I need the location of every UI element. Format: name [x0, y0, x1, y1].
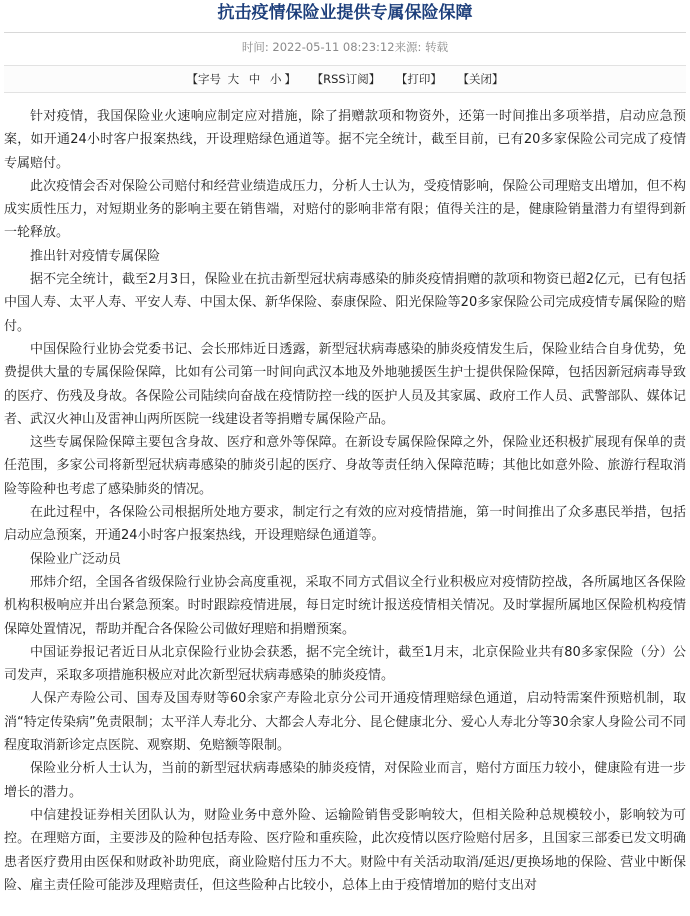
- paragraph: 针对疫情，我国保险业火速响应制定应对措施，除了捐赠款项和物资外，还第一时间推出多项举措，启动应急预案，如开通24小时客户报案热线，开设理赔绿色通道等。据不完全统计，截至目前，已有20多家保险公司完成了疫情专属赔付。: [4, 109, 686, 171]
- font-size-large-button[interactable]: 大: [227, 72, 240, 86]
- paragraph: 此次疫情会否对保险公司赔付和经营业绩造成压力，分析人士认为，受疫情影响，保险公司理赔支出增加，但不构成实质性压力，对短期业务的影响主要在销售端，对赔付的影响非常有限；值得关注的是，健康险销量潜力有望得到新一轮释放。: [4, 178, 686, 241]
- paragraph: 中国证券报记者近日从北京保险行业协会获悉，据不完全统计，截至1月末，北京保险业共有80多家保险（分）公司发声，采取多项措施积极应对此次新型冠状病毒感染的肺炎疫情。: [4, 644, 686, 684]
- paragraph: 中信建投证券相关团队认为，财险业务中意外险、运输险销售受影响较大，但相关险种总规模较小，影响较为可控。在理赔方面，主要涉及的险种包括寿险、医疗险和重疾险，此次疫情以医疗险赔付居多，且国家三部委已发文明确患者医疗费用由医保和财政补助兜底，商业险赔付压力不大。财险中有关活动取消/延迟/更换场地的保险、营业中断保险、雇主责任险可能涉及理赔责任，但这些险种占比较小，总体上由于疫情增加的赔付支出对: [4, 807, 686, 893]
- close-control: 【关闭】: [457, 72, 504, 86]
- source-value: 转载: [425, 40, 449, 54]
- rss-subscribe-link[interactable]: RSS订阅: [323, 72, 369, 86]
- section-heading: 推出针对疫情专属保险: [30, 248, 161, 264]
- font-size-label: 字号: [197, 72, 221, 86]
- article-body: [4, 105, 686, 897]
- article-meta: [4, 33, 686, 61]
- paragraph: 邢炜介绍，全国各省级保险行业协会高度重视，采取不同方式倡议全行业积极应对疫情防控战，各所属地区各保险机构积极响应并出台紧急预案。时时跟踪疫情进展，每日定时统计报送疫情相关情况。及时掌握所属地区保险机构疫情保障处置情况，帮助并配合各保险公司做好理赔和捐赠预案。: [4, 574, 686, 637]
- font-size-control: 【字号 大 中 小 】: [186, 72, 296, 86]
- font-size-medium-button[interactable]: 中: [248, 72, 261, 86]
- close-link[interactable]: 关闭: [469, 72, 493, 86]
- paragraph: 人保产寿险公司、国寿及国寿财等60余家产寿险北京分公司开通疫情理赔绿色通道，启动特需案件预赔机制，取消“特定传染病”免责限制；太平洋人寿北分、大都会人寿北分、昆仑健康北分、爱心人寿北分等30余家人身险公司不同程度取消新诊定点医院、观察期、免赔额等限制。: [4, 691, 686, 754]
- source-label: 来源:: [394, 40, 426, 54]
- font-size-small-button[interactable]: 小: [269, 72, 282, 86]
- print-link[interactable]: 打印: [407, 72, 431, 86]
- article-toolbar: [4, 65, 686, 93]
- paragraph: 在此过程中，各保险公司根据所处地方要求，制定行之有效的应对疫情措施，第一时间推出了众多惠民举措，包括启动应急预案，开通24小时客户报案热线，开设理赔绿色通道等。: [4, 505, 686, 544]
- section-heading: 保险业广泛动员: [30, 551, 122, 567]
- publish-time: 2022-05-11 08:23:12: [272, 40, 395, 54]
- paragraph: 这些专属保险保障主要包含身故、医疗和意外等保障。在新设专属保险保障之外，保险业还积极扩展现有保单的责任范围，多家公司将新型冠状病毒感染的肺炎引起的医疗、身故等责任纳入保障范畴；其他比如意外险、旅游行程取消险等险种也考虑了感染肺炎的情况。: [4, 435, 686, 497]
- paragraph: 据不完全统计，截至2月3日，保险业在抗击新型冠状病毒感染的肺炎疫情捐赠的款项和物资已超2亿元，已有包括中国人寿、太平人寿、平安人寿、中国太保、新华保险、泰康保险、阳光保险等20多家保险公司完成疫情专属保险的赔付。: [4, 272, 686, 334]
- rss-control: 【RSS订阅】: [311, 72, 381, 86]
- article-title: 抗击疫情保险业提供专属保险保障: [4, 0, 686, 33]
- paragraph: 中国保险行业协会党委书记、会长邢炜近日透露，新型冠状病毒感染的肺炎疫情发生后，保险业结合自身优势，免费提供大量的专属保险保障，比如有公司第一时间向武汉本地及外地驰援医生护士提供保险保障，包括因新冠病毒导致的医疗、伤残及身故。各保险公司陆续向奋战在疫情防控一线的医护人员及其家属、政府工作人员、武警部队、媒体记者、武汉火神山及雷神山两所医院一线建设者等捐赠专属保险产品。: [4, 341, 686, 427]
- print-control: 【打印】: [395, 72, 442, 86]
- time-label: 时间:: [241, 40, 273, 54]
- paragraph: 保险业分析人士认为，当前的新型冠状病毒感染的肺炎疫情，对保险业而言，赔付方面压力较小，健康险有进一步增长的潜力。: [4, 761, 686, 800]
